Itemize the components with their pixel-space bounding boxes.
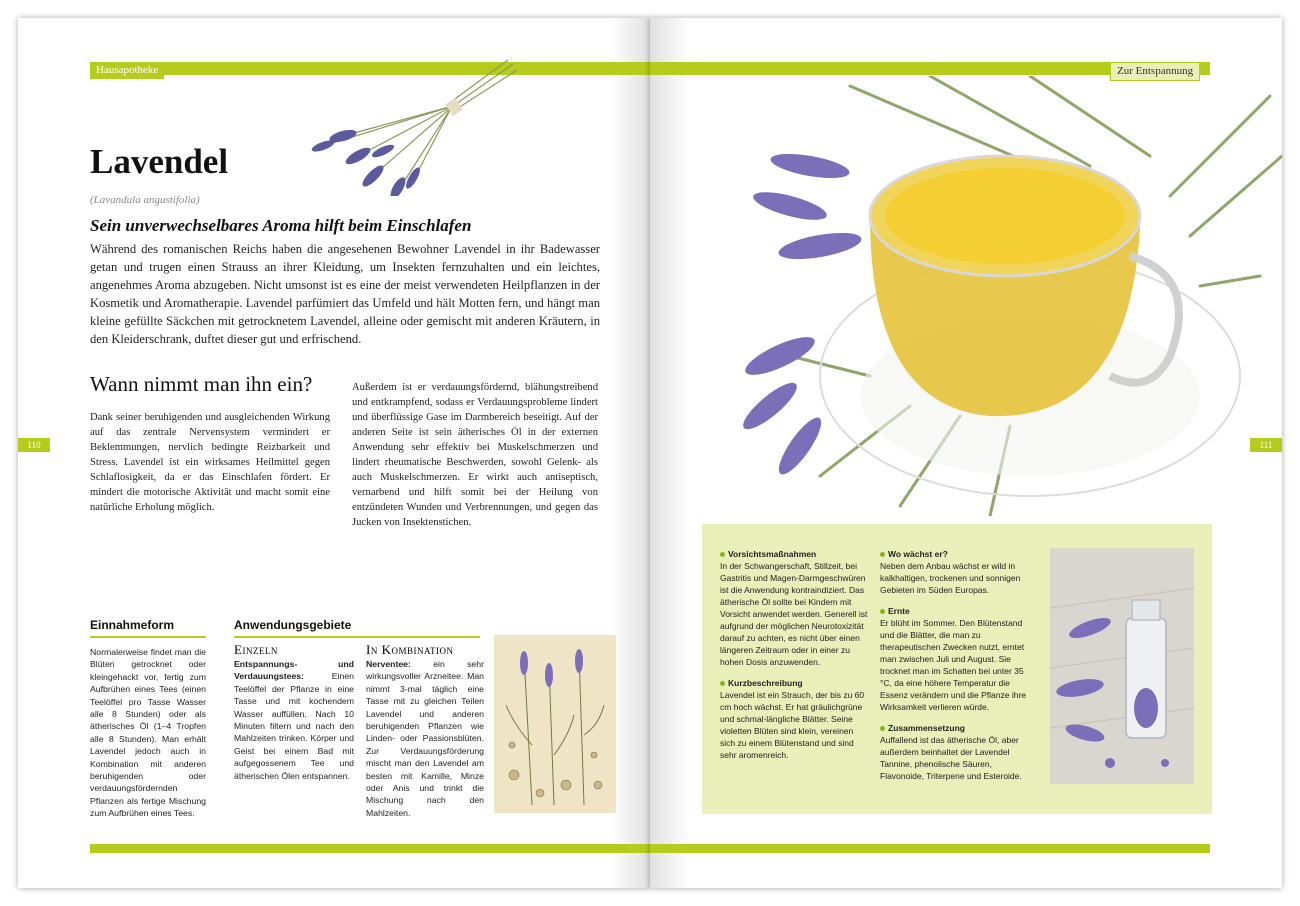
right-page: [650, 18, 1282, 888]
combination-body: ein sehr wirkungsvoller Arzneitee. Man nimmt 3-mal täglich eine Tasse mit zu gleichen Teilen Lavendel und anderen beruhigenden Pflanzen wie Linden- oder Passionsblüten. Zur Verdauungsförderung mischt man den Lavendel am besten mit Kamille, Minze oder Anis und trinkt die Mischung nach den Mahlzeiten.: [366, 659, 484, 818]
combination-text: [366, 658, 484, 819]
question-column-1: Dank seiner beruhigenden und ausgleichenden Wirkung auf das zentrale Nervensystem vermindert er Beklemmungen, nervlich bedingte Reizbarkeit und Stress. Lavendel ist ein wirksames Heilmittel gegen Schlaflosigkeit, da er das Einschlafen fördert. Er mindert die motorische Aktivität und macht somit eine natürliche Erholung möglich.: [90, 412, 330, 513]
intake-heading: Einnahmeform: [90, 618, 206, 638]
single-use-text: [234, 658, 354, 782]
dried-lavender-bunch-image: [303, 56, 523, 196]
precautions-text: In der Schwangerschaft, Stillzeit, bei Gastritis und Magen-Darmgeschwüren ist die Anwendung kontraindiziert. Das ätherische Öl sollte bei Kindern mit Vorsicht anwendet werden. Generell ist aufgrund der möglichen Neurotoxizität darauf zu achten, es nicht über einen längeren Zeitraum oder in einer zu hohen Dosis anzuwenden.: [720, 561, 868, 667]
description-heading: [720, 677, 870, 689]
composition-heading: [880, 722, 1030, 734]
description-text: Lavendel ist ein Strauch, der bis zu 60 cm hoch wächst. Er hat gräulichgrüne und schmal-längliche Blätter. Seine violetten Blüten sind klein, vereinen sich zu einem Blütenstand und sind sehr aromenreich.: [720, 690, 865, 760]
info-column-2: [880, 548, 1030, 791]
intake-text: Normalerweise findet man die Blüten getrocknet oder kleingehackt vor, fertig zum Aufbrühen eines Tees (einen Teelöffel pro Tasse Wasser alle 8 Stunden) oder als ätherisches Öl (1–4 Tropfen alle 8 Stunden). Man erhält Lavendel jedoch auch in Kombination mit anderen beruhigenden oder verdauungsfördernden Pflanzen als fertige Mischung zum Aufbrühen eines Tees.: [90, 647, 206, 819]
precautions-heading: [720, 548, 870, 560]
combination-heading: In Kombination: [366, 642, 454, 657]
combination-section: [366, 642, 484, 819]
section-label: Hausapotheke: [90, 62, 164, 79]
bullet-dot-icon: [720, 681, 725, 686]
combination-bold: Nerventee:: [366, 659, 411, 669]
harvest-text: Er blüht im Sommer. Den Blütenstand und die Blätter, die man zu therapeutischen Zwecken nutzt, erntet man zwischen Juli und August. Sie trocknet man im Schatten bei unter 35 °C, da eine höhere Temperatur die Essenz verändern und die Pflanze ihre Wirksamkeit verlieren würde.: [880, 618, 1027, 712]
page-gutter-shadow: [650, 18, 690, 888]
page-number: 110: [18, 438, 50, 452]
latin-name: (Lavandula angustifolia): [90, 194, 200, 206]
bullet-dot-icon: [720, 552, 725, 557]
where-heading: [880, 548, 1030, 560]
composition-text: Auffallend ist das ätherische Öl, aber außerdem beinhaltet der Lavendel Tannine, phenolische Säuren, Flavonoide, Triterpene und Esteroide.: [880, 735, 1022, 781]
single-use-heading: Einzeln: [234, 642, 278, 657]
bullet-dot-icon: [880, 609, 885, 614]
description-heading-text: Kurzbeschreibung: [728, 678, 803, 688]
single-use-bold: Entspannungs- und Verdauungstees:: [234, 659, 354, 682]
info-column-1: [720, 548, 870, 770]
single-use-body: Einen Teelöffel der Pflanze in eine Tasse und mit kochendem Wasser auffüllen. Nach 10 Minuten filtern und nach den Mahlzeiten trinken. Körper und Geist bei einem Bad mit aufgegossenem Tee und ätherischen Ölen entspannen.: [234, 671, 354, 781]
bullet-dot-icon: [880, 552, 885, 557]
where-text: Neben dem Anbau wächst er wild in kalkhaltigen, trockenen und sonnigen Gebieten im Süden Europas.: [880, 561, 1021, 595]
lavender-oil-bottle-image: [1050, 548, 1194, 784]
lavender-tea-image: [730, 76, 1282, 516]
bottom-accent-bar: [90, 844, 650, 853]
question-column-2: Außerdem ist er verdauungsfördernd, blähungstreibend und entkrampfend, sodass er Verdauungsprobleme lindert und überflüssige Gase im Darmbereich beseitigt. Auf der anderen Seite ist sein ätherisches Öl in der externen Anwendung sehr effektiv bei Muskelschmerzen und lindert rheumatische Beschwerden, sowohl Gelenk- als auch Muskelschmerzen. Er wirkt auch antiseptisch, vernarbend und hilft somit bei der Heilung von entzündeten Wunden und Verbrennungen, und gegen das Jucken von Insektenstichen.: [352, 382, 598, 528]
precautions-heading-text: Vorsichtsmaßnahmen: [728, 549, 817, 559]
botanical-illustration-image: [494, 635, 616, 813]
page-number: 111: [1250, 438, 1282, 452]
info-box: [702, 524, 1212, 814]
harvest-heading-text: Ernte: [888, 606, 910, 616]
article-title: Lavendel: [90, 142, 229, 181]
question-heading: Wann nimmt man ihn ein?: [90, 372, 313, 396]
left-page: [18, 18, 650, 888]
bottom-accent-bar: [650, 844, 1210, 853]
application-heading: Anwendungsgebiete: [234, 618, 480, 638]
where-heading-text: Wo wächst er?: [888, 549, 948, 559]
section-label: Zur Entspannung: [1110, 62, 1200, 81]
bullet-dot-icon: [880, 726, 885, 731]
harvest-heading: [880, 605, 1030, 617]
intro-paragraph: Während des romanischen Reichs haben die angesehenen Bewohner Lavendel in ihr Badewasser getan und trugen einen Strauss an ihrer Kleidung, um Insekten fernzuhalten und ein leichtes, angenehmes Aroma abzugeben. Nicht umsonst ist es eine der meist verwendeten Heilpflanzen in der Kosmetik und Aromatherapie. Lavendel parfümiert das Umfeld und hält Motten fern, und hängt man kleine gefüllte Säckchen mit getrocknetem Lavendel, alleine oder gemischt mit anderen Kräutern, in den Kleiderschrank, duftet dieser gut und erfrischend.: [90, 242, 600, 346]
article-subtitle: Sein unverwechselbares Aroma hilft beim Einschlafen: [90, 216, 472, 235]
single-use-section: [234, 642, 354, 782]
page-gutter-shadow: [610, 18, 650, 888]
composition-heading-text: Zusammensetzung: [888, 723, 965, 733]
